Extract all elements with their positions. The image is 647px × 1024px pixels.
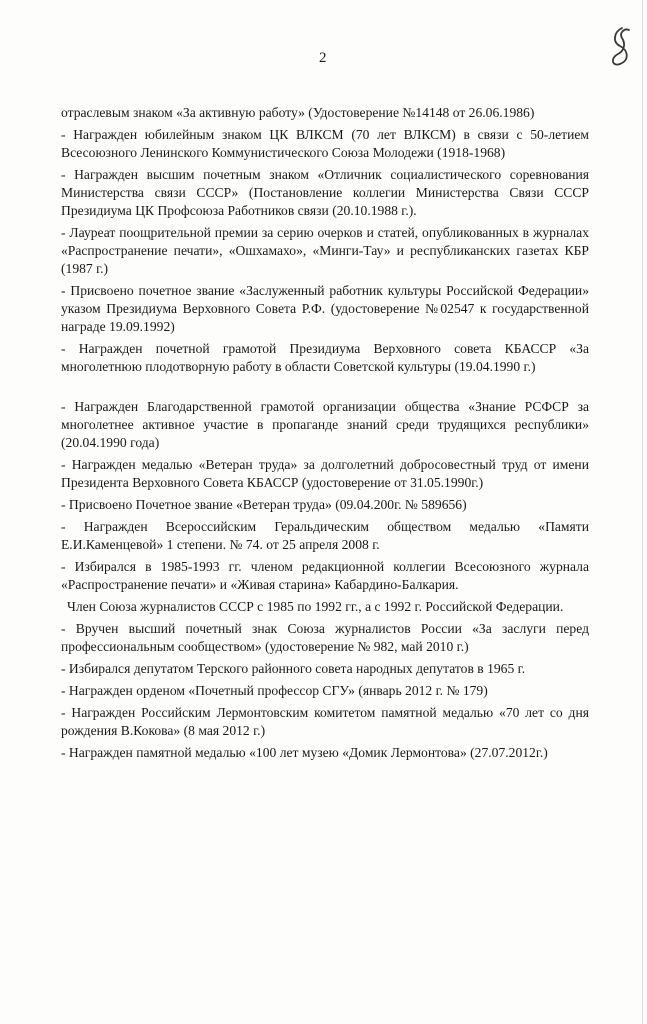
award-paragraph: - Лауреат поощрительной премии за серию очерков и статей, опубликованных в журналах «Распространение печати», «Ошхамахо», «Минги-Тау» и республиканских газетах КБР (1987 г.)	[61, 225, 589, 276]
award-paragraph: - Избирался депутатом Терского районного совета народных депутатов в 1965 г.	[61, 661, 526, 676]
award-paragraph: - Награжден орденом «Почетный профессор СГУ» (январь 2012 г. № 179)	[61, 683, 488, 698]
membership-paragraph: Член Союза журналистов СССР с 1985 по 1992 гг., а с 1992 г. Российской Федерации.	[67, 599, 564, 614]
award-paragraph: - Присвоено Почетное звание «Ветеран труда» (09.04.200г. № 589656)	[61, 497, 467, 512]
award-paragraph: - Награжден памятной медалью «100 лет музею «Домик Лермонтова» (27.07.2012г.)	[61, 745, 548, 760]
award-paragraph: - Награжден Российским Лермонтовским комитетом памятной медалью «70 лет со дня рождения В.Кокова» (8 мая 2012 г.)	[61, 705, 589, 738]
award-paragraph: - Награжден Всероссийским Геральдическим обществом медалью «Памяти Е.И.Каменцевой» 1 степени. № 74. от 25 апреля 2008 г.	[61, 519, 589, 552]
award-paragraph: - Награжден Благодарственной грамотой организации общества «Знание РСФСР за многолетнее активное участие в пропаганде знаний среди трудящихся республики» (20.04.1990 года)	[61, 399, 589, 450]
award-paragraph: - Избирался в 1985-1993 гг. членом редакционной коллегии Всесоюзного журнала «Распространение печати» и «Живая старина» Кабардино-Балкария.	[61, 559, 589, 592]
handwritten-numeral-icon	[602, 22, 638, 70]
award-paragraph: - Награжден юбилейным знаком ЦК ВЛКСМ (70 лет ВЛКСМ) в связи с 50-летием Всесоюзного Ленинского Коммунистического Союза Молодежи (1918-1968)	[61, 127, 589, 160]
scan-edge-line	[642, 0, 643, 1024]
award-paragraph: - Награжден высшим почетным знаком «Отличник социалистического соревнования Министерства связи СССР» (Постановление коллегии Министерства Связи СССР Президиума ЦК Профсоюза Работников связи (20.10.1988 г.).	[61, 167, 589, 218]
award-paragraph: - Награжден медалью «Ветеран труда» за долголетний добросовестный труд от имени Президента Верховного Совета КБАССР (удостоверение от 31.05.1990г.)	[61, 457, 589, 490]
award-paragraph: отраслевым знаком «За активную работу» (Удостоверение №14148 от 26.06.1986)	[61, 105, 535, 120]
page-number: 2	[319, 50, 327, 66]
award-paragraph: - Награжден почетной грамотой Президиума Верховного совета КБАССР «За многолетнюю плодотворную работу в области Советской культуры (19.04.1990 г.)	[61, 341, 589, 374]
award-paragraph: - Присвоено почетное звание «Заслуженный работник культуры Российской Федерации» указом Президиума Верховного Совета Р.Ф. (удостоверение №02547 к государственной награде 19.09.1992)	[61, 283, 589, 334]
award-paragraph: - Вручен высший почетный знак Союза журналистов России «За заслуги перед профессиональным сообществом» (удостоверение № 982, май 2010 г.)	[61, 621, 589, 654]
award-list	[61, 104, 589, 766]
